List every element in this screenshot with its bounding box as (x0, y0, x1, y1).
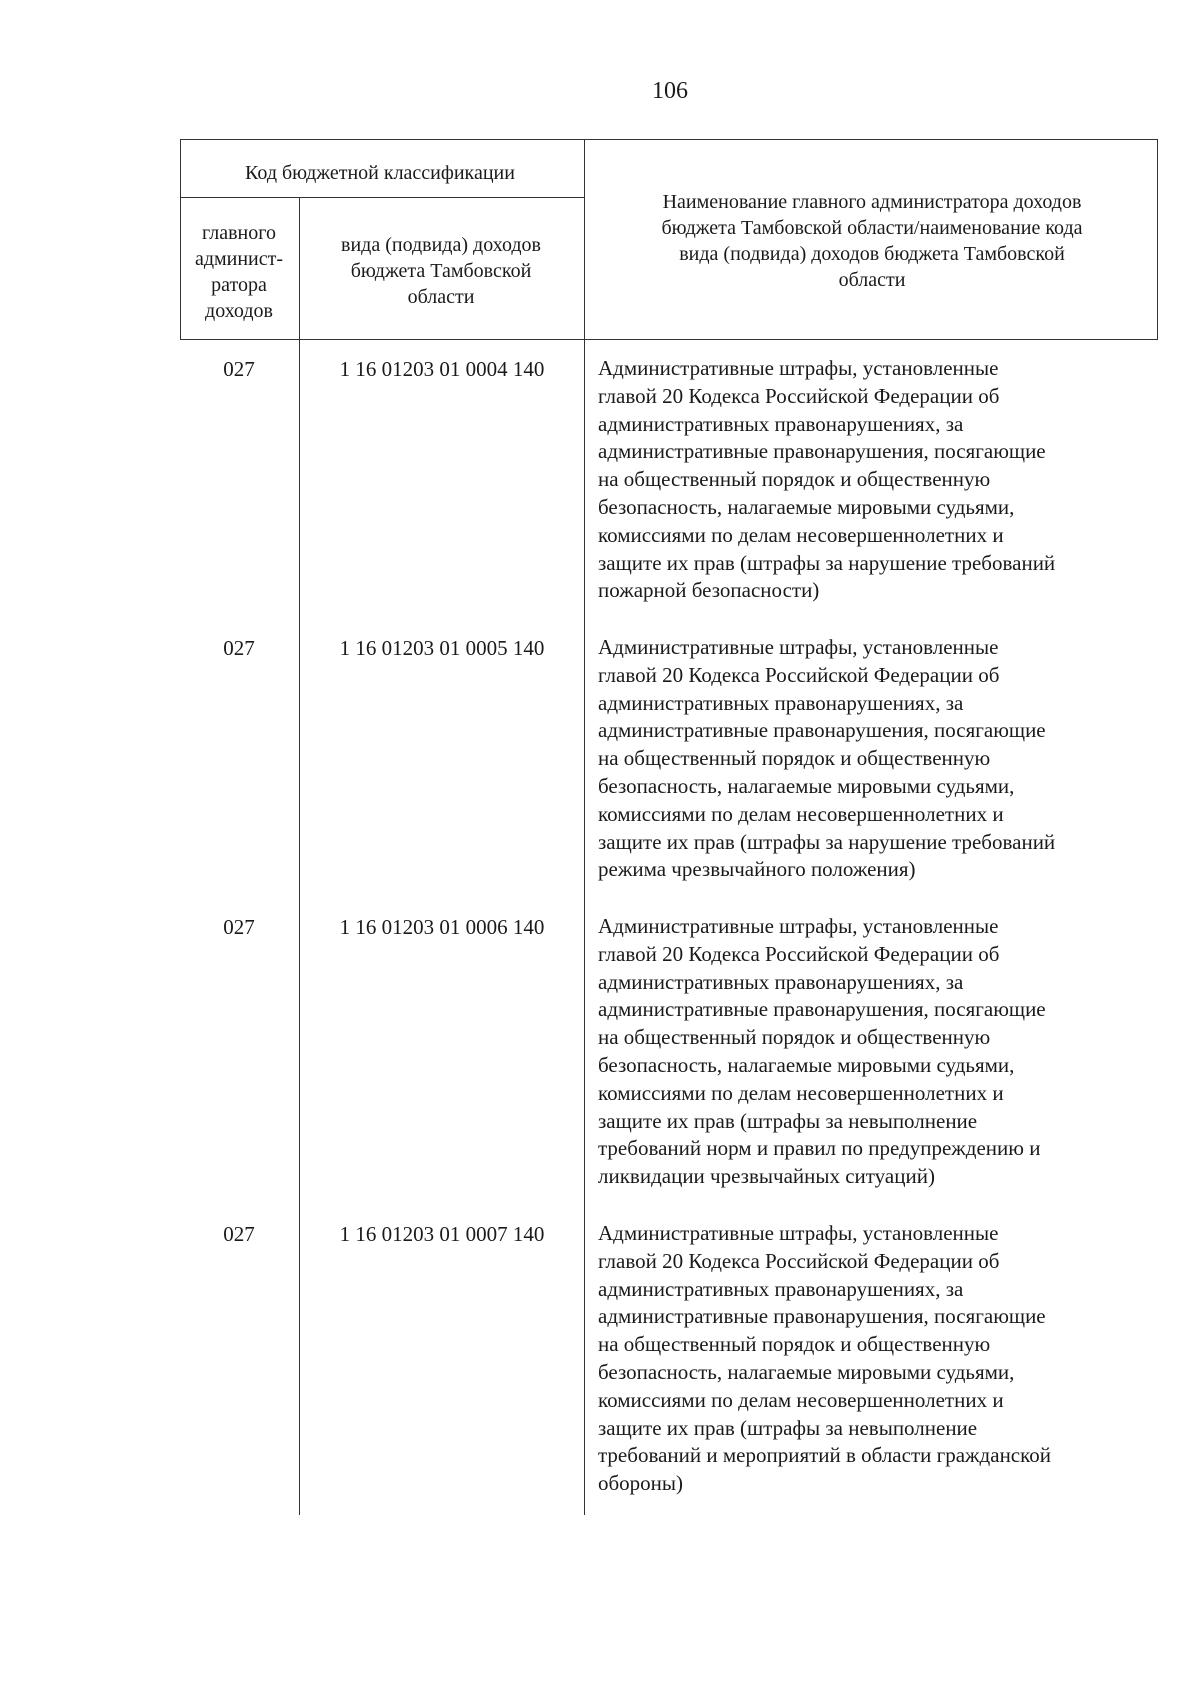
income-name-cell: Административные штрафы, установленные главой 20 Кодекса Российской Федерации об административных правонарушениях, за административные правонарушения, посягающие на общественный порядок и общественную безопасность, налагаемые мировыми судьями, комиссиями по делам несовершеннолетних и защите их прав (штрафы за нарушение требований режима чрезвычайного положения) (598, 635, 1056, 882)
table-top-border (180, 139, 1158, 140)
admin-code-cell: 027 (223, 1222, 255, 1246)
income-code-cell: 1 16 01203 01 0007 140 (339, 1222, 545, 1246)
header-type-column: вида (подвида) доходов бюджета Тамбовской области (341, 234, 541, 308)
page-number: 106 (652, 78, 688, 104)
admin-code-cell: 027 (223, 915, 255, 939)
header-group-title: Код бюджетной классификации (245, 162, 515, 184)
admin-code-cell: 027 (223, 636, 255, 660)
column-divider-1 (299, 197, 300, 1515)
income-code-cell: 1 16 01203 01 0004 140 (339, 357, 545, 381)
income-name-cell: Административные штрафы, установленные главой 20 Кодекса Российской Федерации об административных правонарушениях, за административные правонарушения, посягающие на общественный порядок и общественную безопасность, налагаемые мировыми судьями, комиссиями по делам несовершеннолетних и защите их прав (штрафы за невыполнение требований норм и правил по предупреждению и ликвидации чрезвычайных ситуаций) (598, 914, 1046, 1189)
income-name-cell: Административные штрафы, установленные главой 20 Кодекса Российской Федерации об административных правонарушениях, за административные правонарушения, посягающие на общественный порядок и общественную безопасность, налагаемые мировыми судьями, комиссиями по делам несовершеннолетних и защите их прав (штрафы за невыполнение требований и мероприятий в области гражданской обороны) (598, 1221, 1051, 1496)
column-divider-2 (584, 139, 585, 1515)
header-name-column: Наименование главного администратора доходов бюджета Тамбовской области/наименование кода вида (подвида) доходов бюджета Тамбовской области (661, 191, 1083, 291)
admin-code-cell: 027 (223, 357, 255, 381)
income-code-cell: 1 16 01203 01 0006 140 (339, 915, 545, 939)
header-admin-column: главного админист- ратора доходов (194, 222, 284, 322)
income-name-cell: Административные штрафы, установленные главой 20 Кодекса Российской Федерации об административных правонарушениях, за административные правонарушения, посягающие на общественный порядок и общественную безопасность, налагаемые мировыми судьями, комиссиями по делам несовершеннолетних и защите их прав (штрафы за нарушение требований пожарной безопасности) (598, 356, 1056, 603)
header-group-divider (180, 197, 584, 198)
table-right-border (1157, 139, 1158, 339)
header-bottom-border (180, 339, 1158, 340)
income-code-cell: 1 16 01203 01 0005 140 (339, 636, 545, 660)
